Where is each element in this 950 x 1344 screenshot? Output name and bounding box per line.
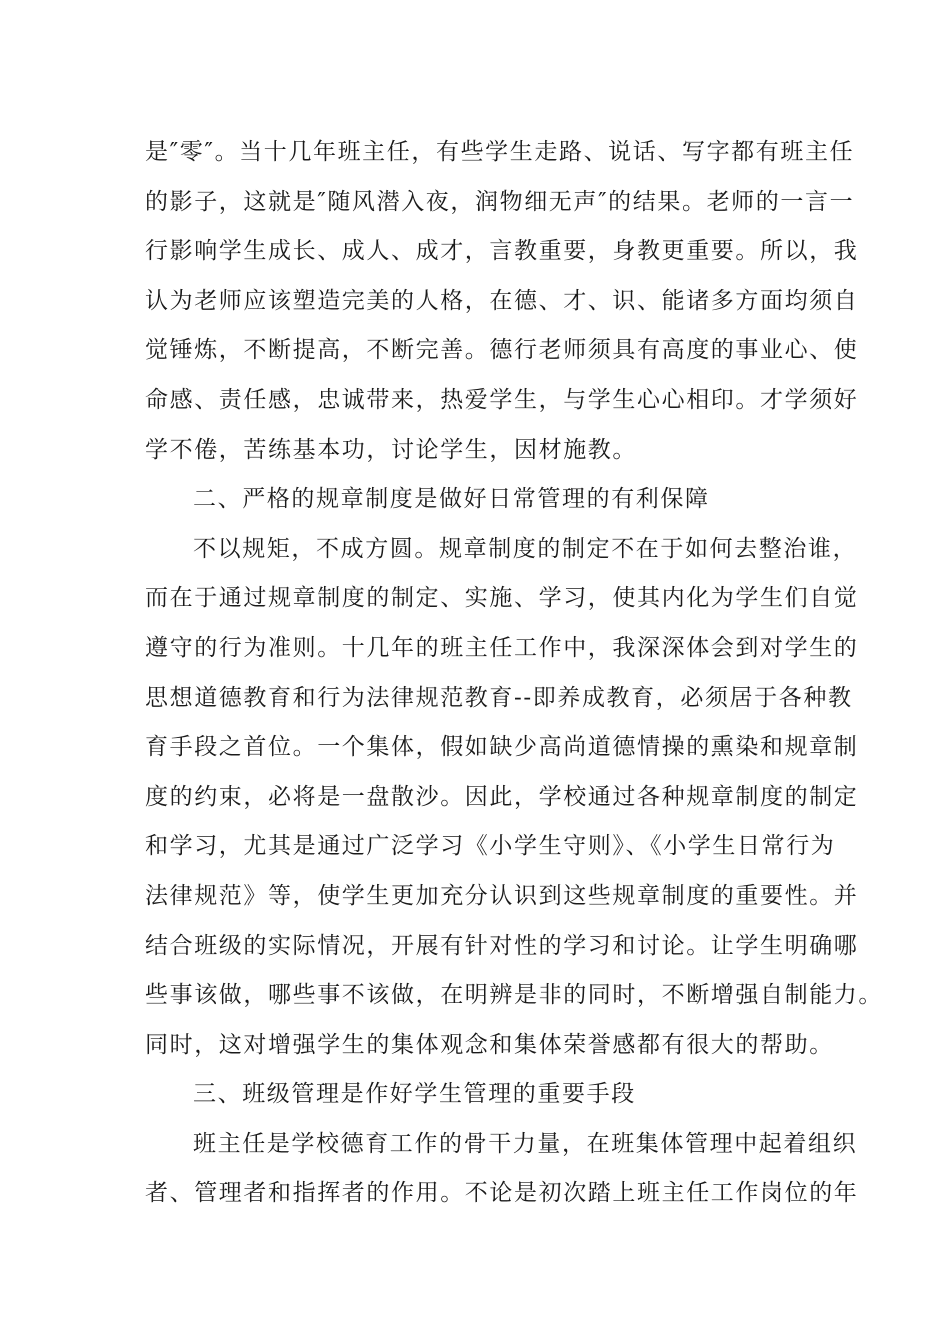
section-heading-3: 三、班级管理是作好学生管理的重要手段 [193,1081,636,1108]
text-line: 些事该做，哪些事不该做，在明辨是非的同时，不断增强自制能力。 [145,982,883,1009]
text-line: 是″零″。当十几年班主任，有些学生走路、说话、写字都有班主任 [145,139,855,165]
text-line: 和学习，尤其是通过广泛学习《小学生守则》、《小学生日常行为 [145,833,836,860]
text-line: 觉锤炼，不断提高，不断完善。德行老师须具有高度的事业心、使 [145,337,859,364]
text-line: 结合班级的实际情况，开展有针对性的学习和讨论。让学生明确哪 [145,932,859,959]
text-line: 而在于通过规章制度的制定、实施、学习，使其内化为学生们自觉 [145,585,859,612]
text-line: 法律规范》等，使学生更加充分认识到这些规章制度的重要性。并 [145,882,859,909]
text-line: 同时，这对增强学生的集体观念和集体荣誉感都有很大的帮助。 [145,1031,834,1058]
text-line: 命感、责任感，忠诚带来，热爱学生，与学生心心相印。才学须好 [145,386,859,413]
text-line: 者、管理者和指挥者的作用。不论是初次踏上班主任工作岗位的年 [145,1180,859,1207]
section-heading-2: 二、严格的规章制度是做好日常管理的有利保障 [193,486,710,513]
text-line: 行影响学生成长、成人、成才，言教重要，身教更重要。所以，我 [145,238,859,265]
paragraph-2 [145,525,883,1071]
text-line: 育手段之首位。一个集体，假如缺少高尚道德情操的熏染和规章制 [145,734,859,761]
text-line: 学不倦，苦练基本功，讨论学生，因材施教。 [145,436,637,463]
text-line: 不以规矩，不成方圆。规章制度的制定不在于如何去整治谁， [193,535,858,562]
text-line: 认为老师应该塑造完美的人格，在德、才、识、能诸多方面均须自 [145,287,859,314]
text-line: 思想道德教育和行为法律规范教育--即养成教育，必须居于各种教 [145,684,853,711]
text-line: 班主任是学校德育工作的骨干力量，在班集体管理中起着组织 [193,1130,858,1157]
paragraph-1 [145,128,859,475]
text-line: 的影子，这就是″随风潜入夜，润物细无声″的结果。老师的一言一 [145,188,855,215]
text-line: 度的约束，必将是一盘散沙。因此，学校通过各种规章制度的制定 [145,783,859,810]
paragraph-3 [145,1120,859,1219]
text-line: 遵守的行为准则。十几年的班主任工作中，我深深体会到对学生的 [145,634,859,661]
document-body [145,128,883,1219]
